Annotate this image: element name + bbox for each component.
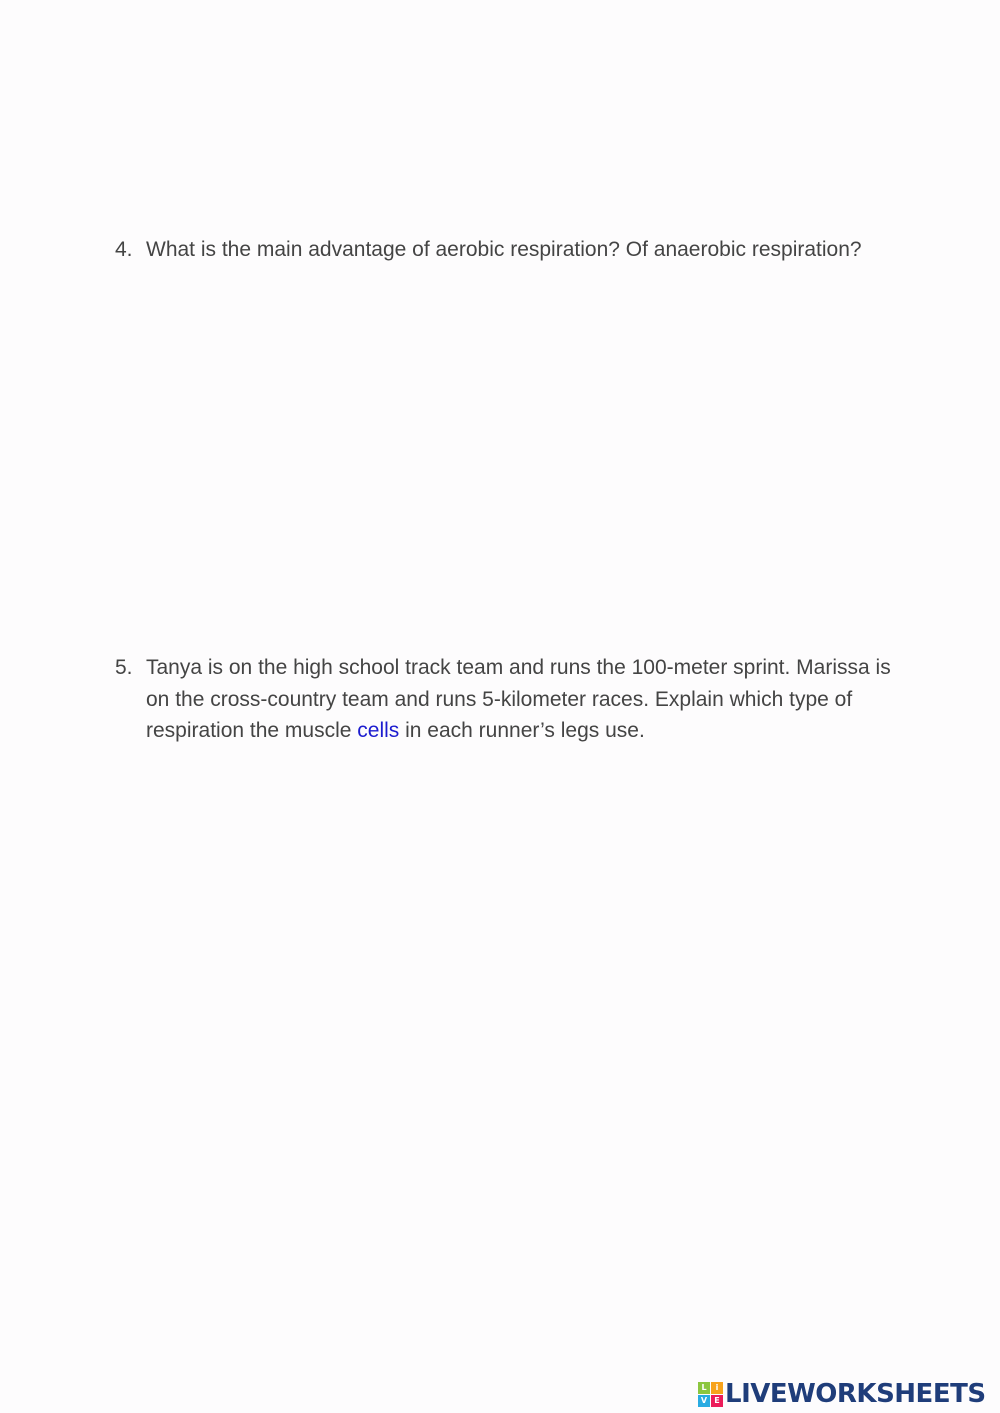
logo-mark-letter: i [711,1382,723,1394]
logo-mark-letter: E [711,1395,723,1407]
question-text: What is the main advantage of aerobic respiration? Of anaerobic respiration? [146,238,862,261]
question-5 [115,652,895,747]
cells-link[interactable]: cells [357,719,400,742]
question-number: 4. [115,238,133,261]
question-4 [115,234,895,266]
question-text [146,652,895,747]
question-text-part: in each runner’s legs use. [399,719,645,742]
logo-mark-icon [698,1382,723,1407]
question-text-part: Tanya is on the high school track team and runs the 100-meter sprint. Marissa is on the cross-country team and runs 5-kilometer races. Explain which type of respiration the muscle [146,656,891,742]
logo-mark-letter: L [698,1382,710,1394]
question-number: 5. [115,656,133,679]
logo-text: LIVEWORKSHEETS [725,1379,986,1409]
logo-mark-letter: V [698,1395,710,1407]
liveworksheets-logo [698,1378,986,1410]
